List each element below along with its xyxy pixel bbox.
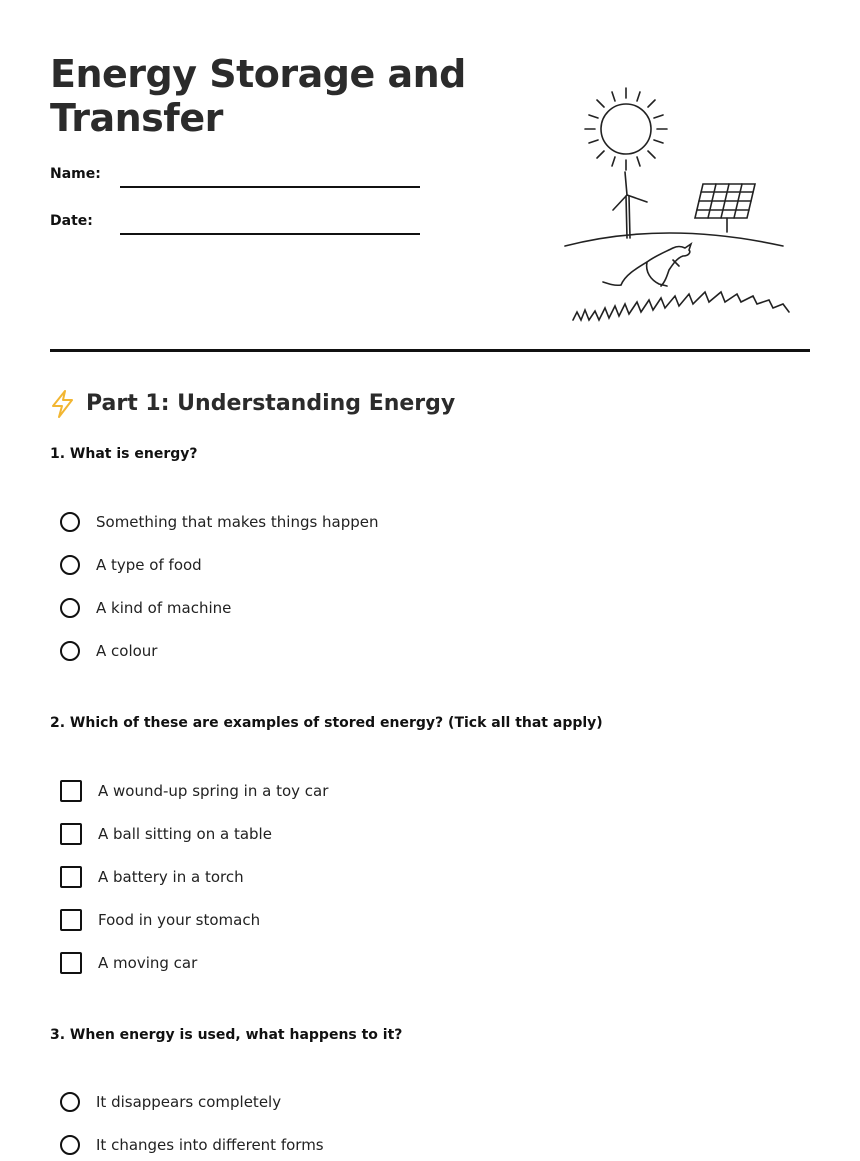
q2-option-3[interactable] <box>60 864 244 890</box>
radio-button[interactable] <box>60 1135 80 1155</box>
q2-option-5[interactable] <box>60 950 197 976</box>
q1-option-3[interactable] <box>60 595 231 621</box>
option-label: A kind of machine <box>96 599 232 617</box>
option-label: A type of food <box>96 556 202 574</box>
name-label: Name: <box>50 166 101 182</box>
question-3-text: 3. When energy is used, what happens to it? <box>50 1027 403 1043</box>
option-label: A moving car <box>98 954 198 972</box>
checkbox[interactable] <box>60 909 82 931</box>
q1-option-2[interactable] <box>60 552 202 578</box>
question-2-text: 2. Which of these are examples of stored energy? (Tick all that apply) <box>50 715 603 731</box>
date-label: Date: <box>50 213 93 229</box>
lightning-bolt-icon <box>50 390 76 418</box>
checkbox[interactable] <box>60 780 82 802</box>
option-label: Something that makes things happen <box>96 513 379 531</box>
option-label: A battery in a torch <box>98 868 244 886</box>
q2-option-4[interactable] <box>60 907 260 933</box>
section-heading <box>50 388 455 420</box>
date-field[interactable] <box>120 233 420 235</box>
radio-button[interactable] <box>60 598 80 618</box>
option-label: It disappears completely <box>96 1093 282 1111</box>
section-divider <box>50 349 810 352</box>
q2-option-1[interactable] <box>60 778 328 804</box>
option-label: It changes into different forms <box>96 1136 324 1154</box>
option-label: Food in your stomach <box>98 911 261 929</box>
checkbox[interactable] <box>60 823 82 845</box>
radio-button[interactable] <box>60 512 80 532</box>
q1-option-1[interactable] <box>60 509 379 535</box>
q3-option-2[interactable] <box>60 1132 324 1158</box>
q3-option-1[interactable] <box>60 1089 281 1115</box>
option-label: A colour <box>96 642 158 660</box>
checkbox[interactable] <box>60 952 82 974</box>
radio-button[interactable] <box>60 1092 80 1112</box>
page-title: Energy Storage and Transfer <box>50 52 466 140</box>
name-field[interactable] <box>120 186 420 188</box>
sun-windmill-solar-panel-kangaroo-icon <box>555 80 805 330</box>
option-label: A ball sitting on a table <box>98 825 272 843</box>
option-label: A wound-up spring in a toy car <box>98 782 329 800</box>
section-heading-text: Part 1: Understanding Energy <box>86 391 456 416</box>
radio-button[interactable] <box>60 641 80 661</box>
radio-button[interactable] <box>60 555 80 575</box>
checkbox[interactable] <box>60 866 82 888</box>
q2-option-2[interactable] <box>60 821 272 847</box>
question-1-text: 1. What is energy? <box>50 446 198 462</box>
q1-option-4[interactable] <box>60 638 157 664</box>
